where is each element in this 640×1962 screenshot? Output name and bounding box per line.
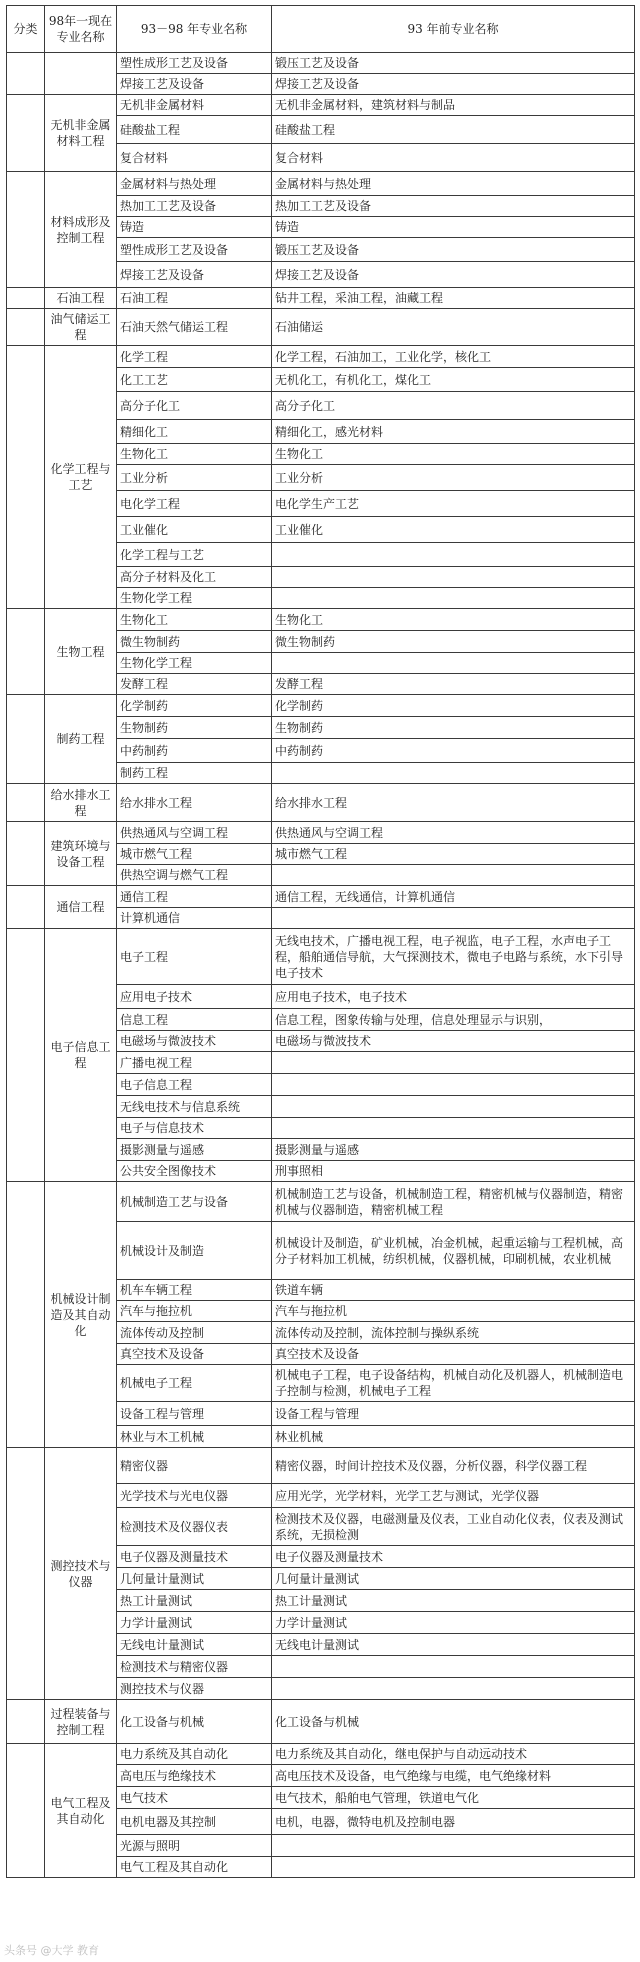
major-pre-93-cell: 硅酸盐工程 (272, 116, 635, 144)
major-93-98-cell: 电子仪器及测量技术 (117, 1546, 272, 1568)
major-pre-93-cell: 电气技术，船舶电气管理，铁道电气化 (272, 1787, 635, 1809)
major-pre-93-cell: 无线电计量测试 (272, 1634, 635, 1656)
major-pre-93-cell: 电化学生产工艺 (272, 491, 635, 517)
major-pre-93-cell: 工业催化 (272, 517, 635, 543)
major-pre-93-cell: 金属材料与热处理 (272, 172, 635, 196)
major-93-98-cell: 供热空调与燃气工程 (117, 865, 272, 886)
table-row (7, 784, 635, 822)
major-pre-93-cell (272, 543, 635, 567)
header-93-98-major: 93－98 年专业名称 (117, 6, 272, 53)
major-pre-93-cell: 生物化工 (272, 609, 635, 631)
major-pre-93-cell: 化学制药 (272, 695, 635, 717)
major-pre-93-cell: 检测技术及仪器，电磁测量及仪表，工业自动化仪表，仪表及测试系统，无损检测 (272, 1508, 635, 1546)
table-row (7, 822, 635, 844)
current-major-cell: 机械设计制造及其自动化 (45, 1182, 117, 1448)
header-row (7, 6, 635, 53)
major-93-98-cell: 无机非金属材料 (117, 95, 272, 116)
major-93-98-cell: 机械设计及制造 (117, 1222, 272, 1280)
current-major-cell (45, 53, 117, 95)
category-cell (7, 95, 45, 172)
major-93-98-cell: 制药工程 (117, 763, 272, 784)
major-pre-93-cell: 热工计量测试 (272, 1590, 635, 1612)
table-row (7, 309, 635, 346)
major-93-98-cell: 塑性成形工艺及设备 (117, 238, 272, 262)
current-major-cell: 制药工程 (45, 695, 117, 784)
major-pre-93-cell (272, 1857, 635, 1878)
major-name-table (6, 5, 635, 1878)
major-pre-93-cell: 生物制药 (272, 717, 635, 739)
major-pre-93-cell: 应用光学，光学材料，光学工艺与测试，光学仪器 (272, 1484, 635, 1508)
major-93-98-cell: 机车车辆工程 (117, 1280, 272, 1301)
major-93-98-cell: 化学工程 (117, 346, 272, 368)
major-pre-93-cell: 电力系统及其自动化，继电保护与自动远动技术 (272, 1744, 635, 1765)
major-pre-93-cell: 精密仪器，时间计控技术及仪器，分析仪器，科学仪器工程 (272, 1448, 635, 1484)
table-row (7, 609, 635, 631)
major-pre-93-cell: 高分子化工 (272, 392, 635, 420)
major-93-98-cell: 微生物制药 (117, 631, 272, 653)
major-pre-93-cell (272, 653, 635, 674)
major-93-98-cell: 化学工程与工艺 (117, 543, 272, 567)
major-pre-93-cell (272, 1052, 635, 1074)
current-major-cell: 生物工程 (45, 609, 117, 695)
major-pre-93-cell: 刑事照相 (272, 1161, 635, 1182)
current-major-cell: 材料成形及控制工程 (45, 172, 117, 288)
table-row (7, 695, 635, 717)
category-cell (7, 288, 45, 309)
major-93-98-cell: 生物制药 (117, 717, 272, 739)
major-93-98-cell: 摄影测量与遥感 (117, 1139, 272, 1161)
major-pre-93-cell: 焊接工艺及设备 (272, 262, 635, 288)
major-pre-93-cell: 无线电技术，广播电视工程，电子视监，电子工程，水声电子工程，船舶通信导航，大气探测技术，微电子电路与系统，水下引导电子技术 (272, 929, 635, 985)
major-93-98-cell: 化学制药 (117, 695, 272, 717)
major-pre-93-cell (272, 1678, 635, 1700)
major-93-98-cell: 电子信息工程 (117, 1074, 272, 1096)
major-93-98-cell: 石油工程 (117, 288, 272, 309)
major-pre-93-cell: 精细化工，感光材料 (272, 420, 635, 444)
major-93-98-cell: 林业与木工机械 (117, 1426, 272, 1448)
major-pre-93-cell: 锻压工艺及设备 (272, 238, 635, 262)
major-pre-93-cell: 机械设计及制造，矿业机械，冶金机械，起重运输与工程机械，高分子材料加工机械，纺织机械，仪器机械，印刷机械，农业机械 (272, 1222, 635, 1280)
major-pre-93-cell: 中药制药 (272, 739, 635, 763)
major-93-98-cell: 电化学工程 (117, 491, 272, 517)
major-93-98-cell: 焊接工艺及设备 (117, 74, 272, 95)
major-93-98-cell: 生物化工 (117, 444, 272, 465)
major-pre-93-cell: 电子仪器及测量技术 (272, 1546, 635, 1568)
major-93-98-cell: 热加工工艺及设备 (117, 196, 272, 217)
major-pre-93-cell: 机械电子工程，电子设备结构，机械自动化及机器人，机械制造电子控制与检测，机械电子工程 (272, 1365, 635, 1402)
major-pre-93-cell: 真空技术及设备 (272, 1344, 635, 1365)
table-row (7, 1700, 635, 1744)
major-pre-93-cell: 流体传动及控制，流体控制与操纵系统 (272, 1322, 635, 1344)
category-cell (7, 1448, 45, 1700)
major-93-98-cell: 高分子化工 (117, 392, 272, 420)
major-pre-93-cell: 林业机械 (272, 1426, 635, 1448)
current-major-cell: 建筑环境与设备工程 (45, 822, 117, 886)
major-93-98-cell: 化工设备与机械 (117, 1700, 272, 1744)
major-pre-93-cell: 钻井工程，采油工程，油藏工程 (272, 288, 635, 309)
majors-table-page (6, 5, 634, 1878)
major-93-98-cell: 几何量计量测试 (117, 1568, 272, 1590)
major-93-98-cell: 机械电子工程 (117, 1365, 272, 1402)
major-93-98-cell: 硅酸盐工程 (117, 116, 272, 144)
major-pre-93-cell: 复合材料 (272, 144, 635, 172)
major-93-98-cell: 光源与照明 (117, 1835, 272, 1857)
table-row (7, 172, 635, 196)
category-cell (7, 53, 45, 95)
major-93-98-cell: 铸造 (117, 217, 272, 238)
table-row (7, 1182, 635, 1222)
major-pre-93-cell (272, 763, 635, 784)
major-93-98-cell: 工业催化 (117, 517, 272, 543)
major-pre-93-cell: 供热通风与空调工程 (272, 822, 635, 844)
major-pre-93-cell (272, 1835, 635, 1857)
major-pre-93-cell: 信息工程，图象传输与处理，信息处理显示与识别， (272, 1009, 635, 1031)
major-pre-93-cell: 电磁场与微波技术 (272, 1031, 635, 1052)
major-pre-93-cell: 电机，电器，微特电机及控制电器 (272, 1809, 635, 1835)
current-major-cell: 过程装备与控制工程 (45, 1700, 117, 1744)
category-cell (7, 1744, 45, 1878)
table-row (7, 95, 635, 116)
major-pre-93-cell: 生物化工 (272, 444, 635, 465)
major-pre-93-cell: 化工设备与机械 (272, 1700, 635, 1744)
major-pre-93-cell: 锻压工艺及设备 (272, 53, 635, 74)
major-pre-93-cell (272, 865, 635, 886)
major-pre-93-cell: 无机非金属材料，建筑材料与制品 (272, 95, 635, 116)
major-93-98-cell: 公共安全图像技术 (117, 1161, 272, 1182)
major-pre-93-cell (272, 1118, 635, 1139)
major-pre-93-cell (272, 1096, 635, 1118)
major-93-98-cell: 电机电器及其控制 (117, 1809, 272, 1835)
major-pre-93-cell: 几何量计量测试 (272, 1568, 635, 1590)
table-header (7, 6, 635, 53)
major-93-98-cell: 热工计量测试 (117, 1590, 272, 1612)
major-pre-93-cell: 焊接工艺及设备 (272, 74, 635, 95)
watermark: 头条号 @大学 教育 (4, 1944, 99, 1957)
current-major-cell: 油气储运工程 (45, 309, 117, 346)
major-93-98-cell: 电磁场与微波技术 (117, 1031, 272, 1052)
major-93-98-cell: 电气技术 (117, 1787, 272, 1809)
category-cell (7, 1700, 45, 1744)
major-93-98-cell: 通信工程 (117, 886, 272, 908)
major-pre-93-cell (272, 1074, 635, 1096)
category-cell (7, 695, 45, 784)
major-pre-93-cell (272, 567, 635, 588)
major-pre-93-cell: 给水排水工程 (272, 784, 635, 822)
major-93-98-cell: 发酵工程 (117, 674, 272, 695)
table-row (7, 929, 635, 985)
current-major-cell: 电子信息工程 (45, 929, 117, 1182)
category-cell (7, 886, 45, 929)
table-row (7, 886, 635, 908)
major-pre-93-cell: 设备工程与管理 (272, 1402, 635, 1426)
category-cell (7, 309, 45, 346)
header-current-major: 98年一现在专业名称 (45, 6, 117, 53)
major-93-98-cell: 供热通风与空调工程 (117, 822, 272, 844)
major-93-98-cell: 生物化学工程 (117, 588, 272, 609)
category-cell (7, 609, 45, 695)
category-cell (7, 929, 45, 1182)
current-major-cell: 电气工程及其自动化 (45, 1744, 117, 1878)
major-93-98-cell: 电子与信息技术 (117, 1118, 272, 1139)
major-93-98-cell: 设备工程与管理 (117, 1402, 272, 1426)
major-93-98-cell: 广播电视工程 (117, 1052, 272, 1074)
major-pre-93-cell: 热加工工艺及设备 (272, 196, 635, 217)
major-93-98-cell: 工业分析 (117, 465, 272, 491)
current-major-cell: 通信工程 (45, 886, 117, 929)
table-row (7, 53, 635, 74)
major-pre-93-cell: 石油储运 (272, 309, 635, 346)
major-93-98-cell: 测控技术与仪器 (117, 1678, 272, 1700)
table-row (7, 1744, 635, 1765)
header-category: 分类 (7, 6, 45, 53)
major-pre-93-cell: 通信工程，无线通信，计算机通信 (272, 886, 635, 908)
major-93-98-cell: 精细化工 (117, 420, 272, 444)
major-pre-93-cell: 微生物制药 (272, 631, 635, 653)
major-93-98-cell: 生物化工 (117, 609, 272, 631)
major-93-98-cell: 计算机通信 (117, 908, 272, 929)
table-row (7, 346, 635, 368)
major-pre-93-cell: 应用电子技术，电子技术 (272, 985, 635, 1009)
current-major-cell: 化学工程与工艺 (45, 346, 117, 609)
major-93-98-cell: 城市燃气工程 (117, 844, 272, 865)
major-pre-93-cell: 工业分析 (272, 465, 635, 491)
major-pre-93-cell: 无机化工，有机化工，煤化工 (272, 368, 635, 392)
current-major-cell: 无机非金属材料工程 (45, 95, 117, 172)
major-pre-93-cell: 汽车与拖拉机 (272, 1301, 635, 1322)
major-93-98-cell: 检测技术及仪器仪表 (117, 1508, 272, 1546)
category-cell (7, 172, 45, 288)
major-93-98-cell: 中药制药 (117, 739, 272, 763)
category-cell (7, 1182, 45, 1448)
major-93-98-cell: 电气工程及其自动化 (117, 1857, 272, 1878)
major-93-98-cell: 汽车与拖拉机 (117, 1301, 272, 1322)
current-major-cell: 给水排水工程 (45, 784, 117, 822)
major-93-98-cell: 焊接工艺及设备 (117, 262, 272, 288)
header-pre-93-major: 93 年前专业名称 (272, 6, 635, 53)
major-93-98-cell: 无线电技术与信息系统 (117, 1096, 272, 1118)
major-pre-93-cell: 化学工程，石油加工，工业化学，核化工 (272, 346, 635, 368)
major-pre-93-cell: 机械制造工艺与设备，机械制造工程，精密机械与仪器制造，精密机械与仪器制造，精密机械工程 (272, 1182, 635, 1222)
major-pre-93-cell: 铸造 (272, 217, 635, 238)
major-93-98-cell: 力学计量测试 (117, 1612, 272, 1634)
major-pre-93-cell (272, 588, 635, 609)
category-cell (7, 822, 45, 886)
major-93-98-cell: 石油天然气储运工程 (117, 309, 272, 346)
category-cell (7, 784, 45, 822)
major-pre-93-cell: 高电压技术及设备，电气绝缘与电缆，电气绝缘材料 (272, 1765, 635, 1787)
major-93-98-cell: 检测技术与精密仪器 (117, 1656, 272, 1678)
major-93-98-cell: 真空技术及设备 (117, 1344, 272, 1365)
major-93-98-cell: 精密仪器 (117, 1448, 272, 1484)
major-pre-93-cell (272, 1656, 635, 1678)
major-93-98-cell: 高电压与绝缘技术 (117, 1765, 272, 1787)
major-93-98-cell: 电力系统及其自动化 (117, 1744, 272, 1765)
major-93-98-cell: 给水排水工程 (117, 784, 272, 822)
current-major-cell: 石油工程 (45, 288, 117, 309)
major-93-98-cell: 信息工程 (117, 1009, 272, 1031)
current-major-cell: 测控技术与仪器 (45, 1448, 117, 1700)
category-cell (7, 346, 45, 609)
table-row (7, 288, 635, 309)
major-93-98-cell: 塑性成形工艺及设备 (117, 53, 272, 74)
major-93-98-cell: 应用电子技术 (117, 985, 272, 1009)
major-93-98-cell: 机械制造工艺与设备 (117, 1182, 272, 1222)
major-pre-93-cell: 城市燃气工程 (272, 844, 635, 865)
major-93-98-cell: 化工工艺 (117, 368, 272, 392)
major-pre-93-cell (272, 908, 635, 929)
major-93-98-cell: 电子工程 (117, 929, 272, 985)
major-pre-93-cell: 力学计量测试 (272, 1612, 635, 1634)
major-93-98-cell: 复合材料 (117, 144, 272, 172)
major-93-98-cell: 光学技术与光电仪器 (117, 1484, 272, 1508)
major-93-98-cell: 流体传动及控制 (117, 1322, 272, 1344)
major-93-98-cell: 生物化学工程 (117, 653, 272, 674)
major-pre-93-cell: 发酵工程 (272, 674, 635, 695)
table-row (7, 1448, 635, 1484)
table-body (7, 53, 635, 1878)
major-93-98-cell: 金属材料与热处理 (117, 172, 272, 196)
major-pre-93-cell: 铁道车辆 (272, 1280, 635, 1301)
major-93-98-cell: 高分子材料及化工 (117, 567, 272, 588)
major-pre-93-cell: 摄影测量与遥感 (272, 1139, 635, 1161)
major-93-98-cell: 无线电计量测试 (117, 1634, 272, 1656)
